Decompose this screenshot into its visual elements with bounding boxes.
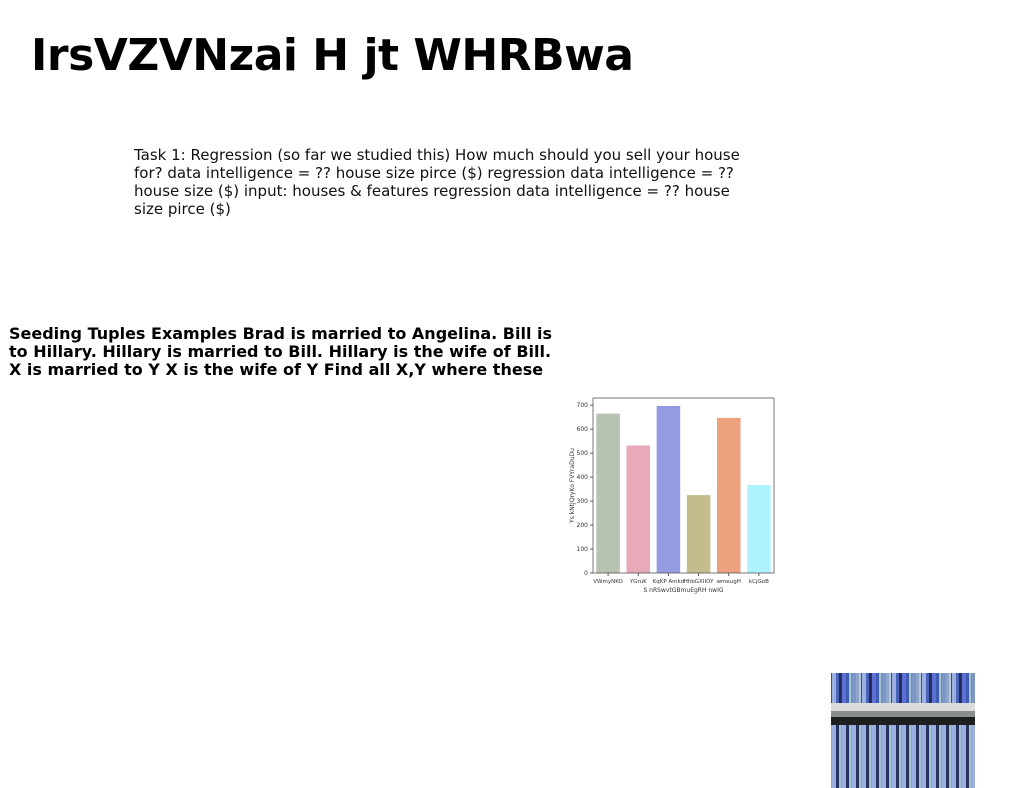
y-tick-label: 600 xyxy=(576,426,588,434)
thumb-stripe-top xyxy=(966,673,969,703)
thumb-stripe-top xyxy=(932,673,936,703)
thumb-stripe-top xyxy=(882,673,886,703)
x-axis-label: S nRSwvtGBmuEgRH nwIG xyxy=(643,587,724,594)
task-paragraph: Task 1: Regression (so far we studied this) How much should you sell your house for? data intelligence = ?? house size pirce ($) regression data intelligence = ?? house size ($) input: houses & features regression data intelligence = ?? house size pirce ($) xyxy=(134,146,740,218)
thumb-stripe-top xyxy=(856,673,859,703)
thumb-stripe-top xyxy=(906,673,909,703)
thumb-stripe-top xyxy=(951,673,952,703)
thumb-stripe-bottom xyxy=(871,725,872,788)
thumb-stripe-top xyxy=(972,673,975,703)
thumb-stripe-bottom xyxy=(961,725,962,788)
x-tick-label: KqKP Amkd xyxy=(652,579,685,585)
thumb-stripe-top xyxy=(921,673,922,703)
y-tick-label: 0 xyxy=(584,570,588,577)
thumb-stripe-bottom xyxy=(869,725,871,788)
thumb-stripe-bottom xyxy=(839,725,841,788)
thumb-stripe-top xyxy=(866,673,869,703)
thumb-stripe-bottom xyxy=(911,725,912,788)
thumb-stripe-bottom xyxy=(881,725,882,788)
thumb-stripe-bottom xyxy=(866,725,869,788)
thumb-stripe-top xyxy=(971,673,972,703)
thumb-stripe-bottom xyxy=(836,725,839,788)
bar-hhbgxiioy xyxy=(687,495,711,573)
seeding-tuples-paragraph: Seeding Tuples Examples Brad is married to Angelina. Bill is to Hillary. Hillary is married to Bill. Hillary is the wife of Bill. X is married to Y X is the wife of Y Find all X,Y where these xyxy=(9,324,553,379)
y-tick-label: 100 xyxy=(576,546,588,554)
thumb-stripe-bottom xyxy=(856,725,859,788)
thumb-stripe-top xyxy=(926,673,929,703)
x-tick-label: wmeugH xyxy=(716,579,741,585)
thumb-stripe-bottom xyxy=(842,725,846,788)
thumb-stripe-top xyxy=(956,673,959,703)
bar-chart xyxy=(562,390,782,605)
thumb-stripe-bottom xyxy=(909,725,911,788)
thumb-stripe-top xyxy=(846,673,849,703)
thumb-stripe-bottom xyxy=(902,725,906,788)
thumb-stripe-bottom xyxy=(949,725,951,788)
thumb-stripe-bottom xyxy=(921,725,922,788)
thumb-stripe-top xyxy=(916,673,919,703)
thumb-stripe-bottom xyxy=(876,725,879,788)
thumb-stripe-bottom xyxy=(941,725,942,788)
bar-chart-svg xyxy=(562,390,782,600)
thumb-stripe-bottom xyxy=(951,725,952,788)
thumb-stripe-bottom xyxy=(922,725,926,788)
thumb-stripe-top xyxy=(902,673,906,703)
thumb-stripe-bottom xyxy=(901,725,902,788)
y-tick-label: 700 xyxy=(576,402,588,410)
thumb-stripe-bottom xyxy=(946,725,949,788)
bar-kcjgob xyxy=(747,485,771,573)
thumb-stripe-top xyxy=(881,673,882,703)
thumb-stripe-bottom xyxy=(929,725,931,788)
bar-wmeugh xyxy=(717,418,741,573)
thumb-stripe-top xyxy=(886,673,889,703)
thumb-stripe-bottom xyxy=(852,725,856,788)
thumb-stripe-top xyxy=(859,673,861,703)
thumb-stripe-bottom xyxy=(926,725,929,788)
thumb-stripe-top xyxy=(949,673,951,703)
thumb-stripe-top xyxy=(962,673,966,703)
thumb-stripe-bottom xyxy=(956,725,959,788)
thumb-stripe-top xyxy=(942,673,946,703)
thumb-stripe-top xyxy=(896,673,899,703)
thumb-stripe-top xyxy=(909,673,911,703)
y-tick-label: 200 xyxy=(576,522,588,530)
thumb-stripe-bottom xyxy=(886,725,889,788)
thumb-stripe-top xyxy=(852,673,856,703)
thumb-stripe-bottom xyxy=(932,725,936,788)
thumb-stripe-bottom xyxy=(906,725,909,788)
y-tick-label: 300 xyxy=(576,498,588,506)
y-tick-label: 400 xyxy=(576,474,588,482)
y-axis-label: Ys kNtJQryKo FVYraDuDu xyxy=(569,448,576,523)
thumb-stripe-bottom xyxy=(952,725,956,788)
thumb-stripe-bottom xyxy=(896,725,899,788)
thumb-stripe-bottom xyxy=(889,725,891,788)
thumb-stripe-top xyxy=(952,673,956,703)
thumb-stripe-bottom xyxy=(859,725,861,788)
thumb-stripe-bottom xyxy=(939,725,941,788)
thumb-stripe-top xyxy=(836,673,839,703)
thumb-band-dark xyxy=(831,717,975,725)
thumb-stripe-bottom xyxy=(931,725,932,788)
thumb-stripe-bottom xyxy=(861,725,862,788)
thumb-stripe-top xyxy=(922,673,926,703)
thumb-stripe-top xyxy=(889,673,891,703)
thumb-stripe-top xyxy=(931,673,932,703)
thumb-stripe-top xyxy=(869,673,871,703)
thumb-stripe-bottom xyxy=(962,725,966,788)
thumb-stripe-bottom xyxy=(916,725,919,788)
y-tick-label: 500 xyxy=(576,450,588,458)
thumb-stripe-top xyxy=(946,673,949,703)
thumb-stripe-bottom xyxy=(892,725,896,788)
thumb-stripe-top xyxy=(876,673,879,703)
x-tick-label: kCjGoB xyxy=(748,579,769,585)
thumb-stripe-top xyxy=(899,673,901,703)
thumb-stripe-top xyxy=(961,673,962,703)
thumb-stripe-top xyxy=(832,673,836,703)
thumb-stripe-bottom xyxy=(899,725,901,788)
thumb-stripe-bottom xyxy=(846,725,849,788)
thumb-stripe-top xyxy=(872,673,876,703)
thumb-stripe-top xyxy=(959,673,961,703)
thumb-stripe-bottom xyxy=(849,725,851,788)
thumb-stripe-top xyxy=(939,673,941,703)
thumb-stripe-bottom xyxy=(936,725,939,788)
thumb-stripe-bottom xyxy=(831,725,832,788)
thumbnail-image xyxy=(831,673,975,788)
thumb-stripe-bottom xyxy=(971,725,972,788)
thumb-stripe-bottom xyxy=(862,725,866,788)
thumb-stripe-top xyxy=(879,673,881,703)
thumb-stripe-top xyxy=(912,673,916,703)
bar-vwmynko xyxy=(596,414,620,573)
thumb-stripe-top xyxy=(969,673,971,703)
thumb-stripe-bottom xyxy=(959,725,961,788)
thumb-stripe-bottom xyxy=(972,725,975,788)
thumb-stripe-top xyxy=(862,673,866,703)
thumb-stripe-top xyxy=(891,673,892,703)
thumb-stripe-top xyxy=(841,673,842,703)
thumb-stripe-top xyxy=(871,673,872,703)
thumb-stripe-bottom xyxy=(891,725,892,788)
thumb-stripe-bottom xyxy=(969,725,971,788)
striped-image-thumbnail-icon xyxy=(831,673,975,788)
thumb-stripe-top xyxy=(936,673,939,703)
thumb-band-light xyxy=(831,703,975,711)
thumb-stripe-bottom xyxy=(872,725,876,788)
thumb-stripe-top xyxy=(839,673,841,703)
thumb-stripe-top xyxy=(842,673,846,703)
thumb-stripe-bottom xyxy=(942,725,946,788)
thumb-stripe-top xyxy=(861,673,862,703)
thumb-stripe-top xyxy=(901,673,902,703)
thumb-stripe-top xyxy=(941,673,942,703)
thumb-stripe-top xyxy=(851,673,852,703)
thumb-stripe-bottom xyxy=(912,725,916,788)
x-tick-label: VWmyNKO xyxy=(593,579,623,585)
bar-ygruk xyxy=(626,445,650,573)
thumb-stripe-bottom xyxy=(882,725,886,788)
bar-kqkp-amkd xyxy=(657,406,681,573)
thumb-stripe-top xyxy=(849,673,851,703)
thumb-stripe-bottom xyxy=(879,725,881,788)
thumb-stripe-top xyxy=(929,673,931,703)
thumb-stripe-bottom xyxy=(841,725,842,788)
thumb-stripe-top xyxy=(919,673,921,703)
thumb-stripe-top xyxy=(911,673,912,703)
page-title: IrsVZVNzai H jt WHRBwa xyxy=(31,30,634,81)
thumb-band-mid xyxy=(831,711,975,717)
thumb-stripe-bottom xyxy=(919,725,921,788)
thumb-stripe-top xyxy=(892,673,896,703)
thumb-stripe-top xyxy=(831,673,832,703)
thumb-stripe-bottom xyxy=(832,725,836,788)
plot-frame xyxy=(593,398,774,573)
thumb-stripe-bottom xyxy=(966,725,969,788)
x-tick-label: HhbGXIIOY xyxy=(683,579,714,585)
x-tick-label: YGruK xyxy=(629,579,647,585)
thumb-stripe-bottom xyxy=(851,725,852,788)
